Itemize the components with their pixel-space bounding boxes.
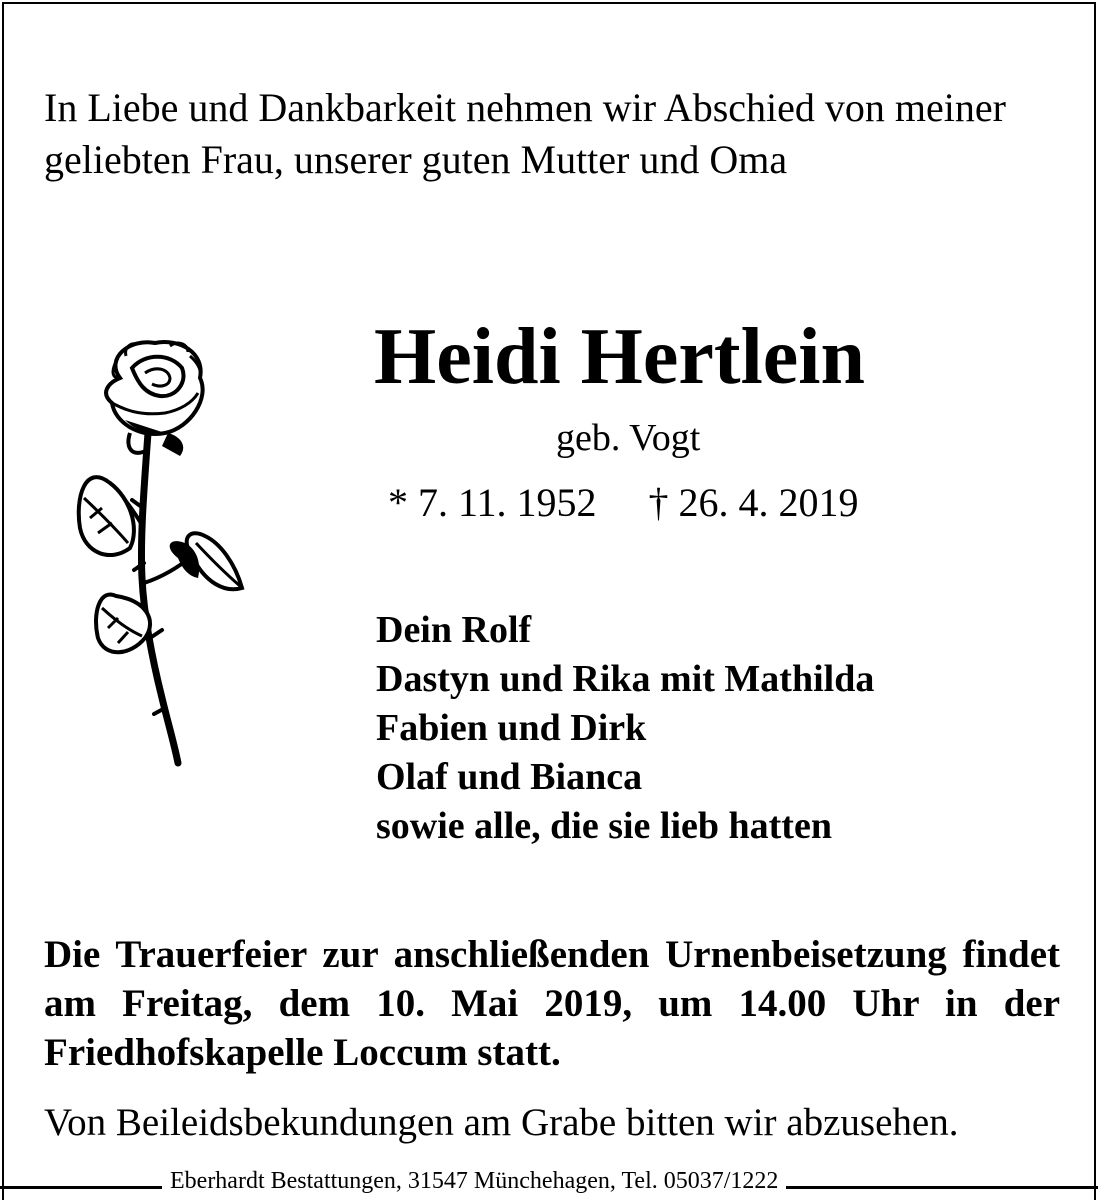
mourner-item: Fabien und Dirk xyxy=(376,707,647,749)
mourner-item: Olaf und Bianca xyxy=(376,756,643,798)
death-date: † 26. 4. 2019 xyxy=(648,480,859,525)
mourner-item: sowie alle, die sie lieb hatten xyxy=(376,805,832,847)
mourner-item: Dein Rolf xyxy=(376,609,532,651)
intro-line-2: geliebten Frau, unserer guten Mutter und Oma xyxy=(44,137,788,182)
rose-icon xyxy=(70,338,260,768)
condolence-note: Von Beileidsbekundungen am Grabe bitten wir abzusehen. xyxy=(44,1101,959,1144)
footer xyxy=(0,1162,1098,1200)
intro-text xyxy=(44,82,1064,186)
deceased-name: Heidi Hertlein xyxy=(374,313,866,401)
mourners-list xyxy=(376,606,874,851)
birth-date: * 7. 11. 1952 xyxy=(388,480,597,525)
ceremony-notice: Die Trauerfeier zur anschließenden Urnenbeisetzung findet am Freitag, dem 10. Mai 2019, um 14.00 Uhr in der Friedhofskapelle Loccum statt. xyxy=(44,933,1060,1074)
maiden-name: geb. Vogt xyxy=(556,417,701,459)
life-dates xyxy=(388,478,859,528)
mourner-item: Dastyn und Rika mit Mathilda xyxy=(376,658,875,700)
funeral-home-contact: Eberhardt Bestattungen, 31547 Münchehagen, Tel. 05037/1222 xyxy=(162,1166,786,1196)
intro-line-1: In Liebe und Dankbarkeit nehmen wir Abschied von meiner xyxy=(44,85,1006,130)
